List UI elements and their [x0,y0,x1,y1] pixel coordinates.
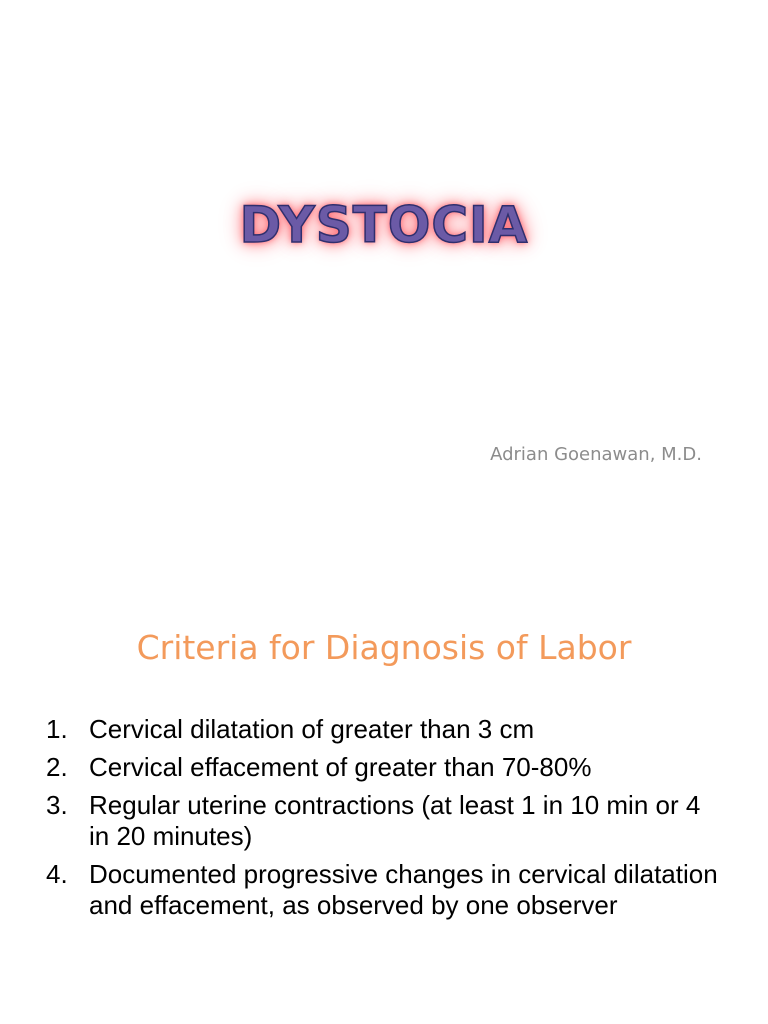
list-item-number: 3. [46,790,68,820]
list-item-number: 4. [46,859,68,889]
list-item [46,752,726,783]
list-item [46,790,726,852]
criteria-title: Criteria for Diagnosis of Labor [136,628,632,667]
list-item-text: Regular uterine contractions (at least 1 in 10 min or 4 in 20 minutes) [89,790,701,851]
criteria-slide [0,576,768,1024]
criteria-list [46,714,726,928]
slide-title: DYSTOCIA [239,196,529,254]
list-item-text: Cervical dilatation of greater than 3 cm [89,714,535,744]
list-item [46,859,726,921]
list-item-number: 1. [46,714,68,744]
list-item-number: 2. [46,752,68,782]
list-item-text: Cervical effacement of greater than 70-80% [89,752,592,782]
author-name: Adrian Goenawan, M.D. [490,444,702,465]
list-item-text: Documented progressive changes in cervical dilatation and effacement, as observed by one observer [89,859,718,920]
list-item [46,714,726,745]
